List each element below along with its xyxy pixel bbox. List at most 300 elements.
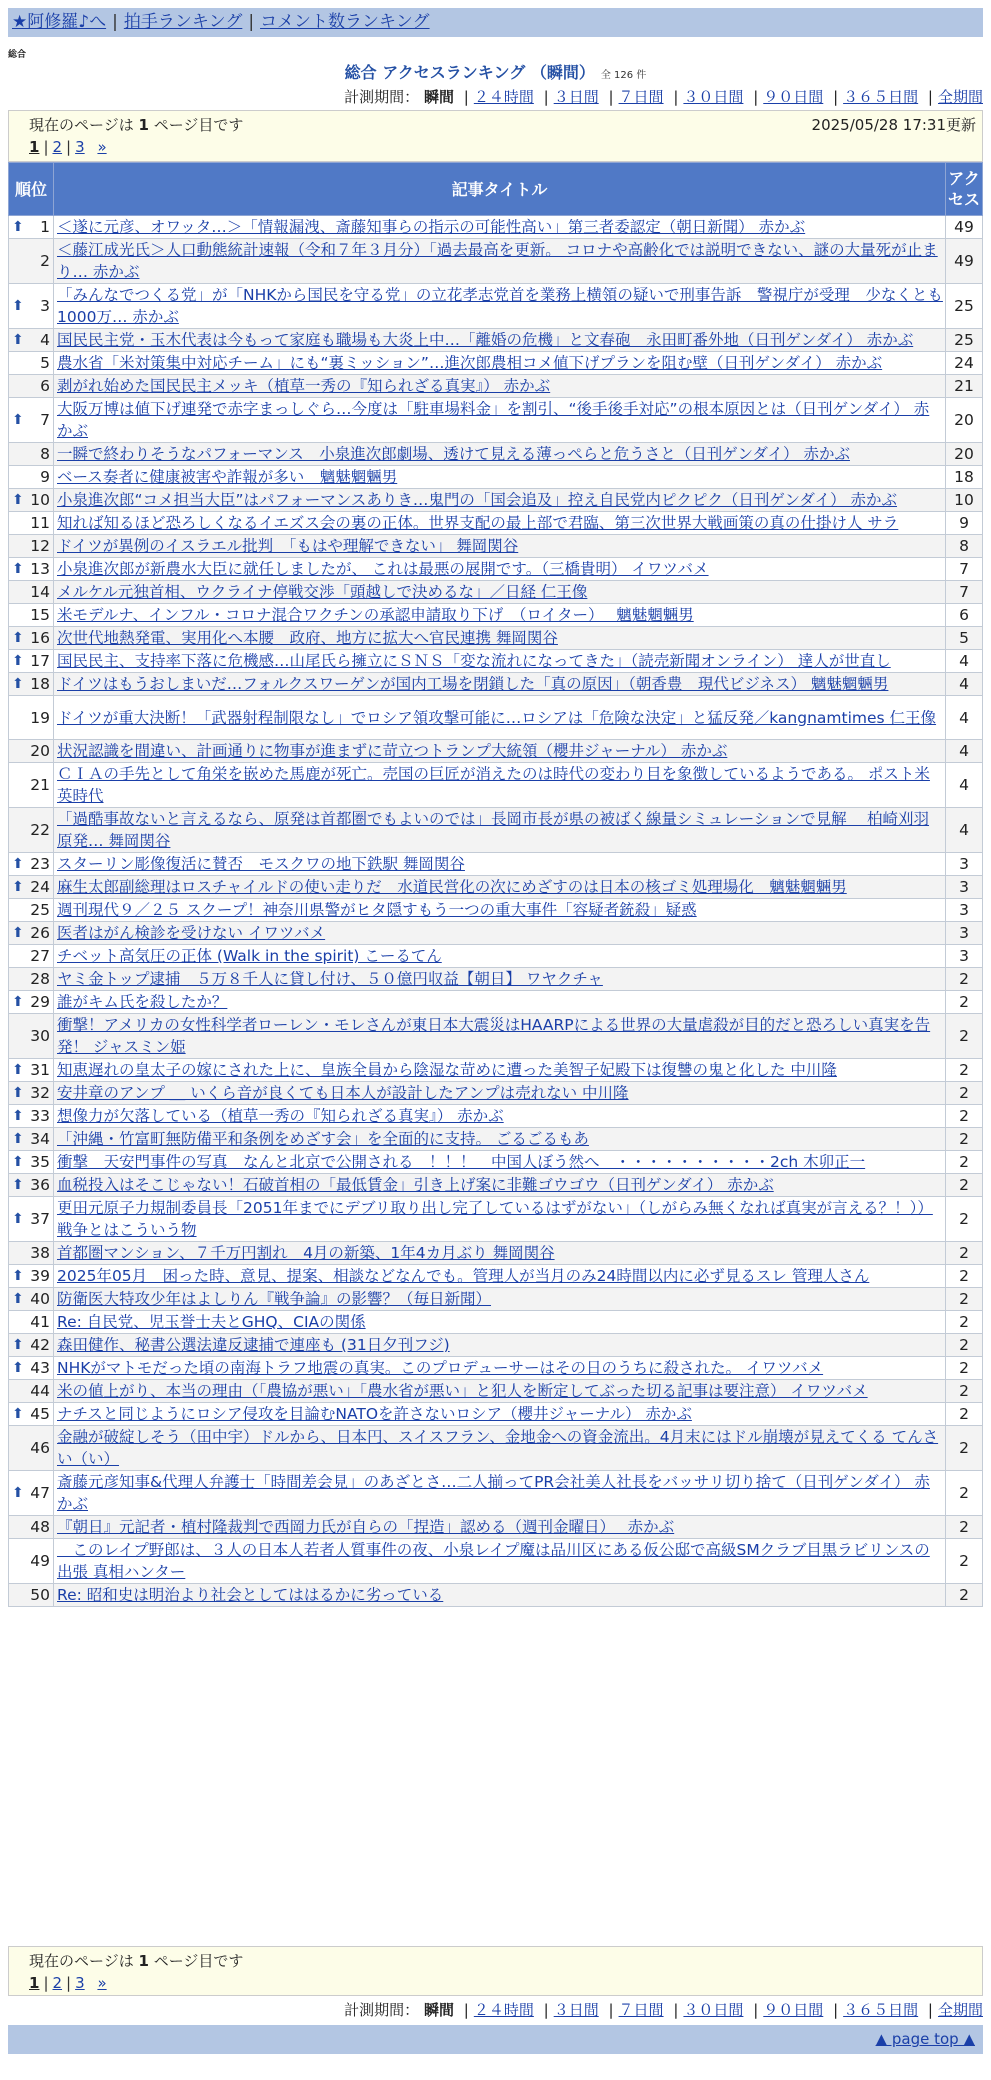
rank-up-arrow-icon: ⬆ (12, 1211, 24, 1227)
access-count: 10 (946, 489, 983, 512)
table-row (9, 1105, 983, 1128)
article-title-link[interactable]: ベース奏者に健康被害や詐報が多い 魑魅魍魎男 (57, 468, 398, 486)
period-link-30d[interactable]: ３０日間 (683, 2001, 744, 2019)
title-cell (54, 945, 946, 968)
rank-up-arrow-icon: ⬆ (12, 994, 24, 1010)
article-title-link[interactable]: 国民民主、支持率下落に危機感…山尾氏ら擁立にＳＮＳ「変な流れになってきた」（読売新聞オンライン） 達人が世直し (57, 652, 891, 670)
rank-cell (9, 808, 54, 853)
table-header-row (9, 163, 983, 216)
access-count: 2 (946, 1311, 983, 1334)
article-title-link[interactable]: 麻生太郎副総理はロスチャイルドの使い走りだ 水道民営化の次にめざすのは日本の核ゴミ処理場化 魑魅魍魎男 (57, 878, 847, 896)
title-cell (54, 1174, 946, 1197)
rank-number: 49 (30, 1552, 50, 1570)
rank-up-arrow-icon: ⬆ (12, 1177, 24, 1193)
article-title-link[interactable]: 斎藤元彦知事&代理人弁護士「時間差会見」のあざとさ…二人揃ってPR会社美人社長をバッサリ切り捨て（日刊ゲンダイ） 赤かぶ (57, 1473, 930, 1513)
rank-cell (9, 466, 54, 489)
article-title-link[interactable]: 週刊現代９／２５ スクープ！神奈川県警がヒタ隠すもう一つの重大事件「容疑者銃殺」疑惑 (57, 901, 697, 919)
title-cell (54, 1357, 946, 1380)
article-title-link[interactable]: ドイツが異例のイスラエル批判 「もはや理解できない」 舞岡関谷 (57, 537, 519, 555)
current-page-text: 現在のページは 1 ページ目です (29, 116, 244, 134)
access-count: 7 (946, 558, 983, 581)
rank-number: 32 (30, 1084, 50, 1102)
access-count: 7 (946, 581, 983, 604)
rank-number: 44 (30, 1382, 50, 1400)
article-title-link[interactable]: 「過酷事故ないと言えるなら、原発は首都圏でもよいのでは」長岡市長が県の被ばく線量シミュレーションで見解 柏崎刈羽原発… 舞岡関谷 (57, 810, 930, 850)
rank-number: 40 (30, 1290, 50, 1308)
access-count: 49 (946, 216, 983, 239)
rank-number: 28 (30, 970, 50, 988)
title-cell (54, 1082, 946, 1105)
rank-number: 36 (30, 1176, 50, 1194)
table-row (9, 1426, 983, 1471)
table-row (9, 853, 983, 876)
table-row (9, 1357, 983, 1380)
rank-cell (9, 284, 54, 329)
rank-cell (9, 968, 54, 991)
period-link-3d[interactable]: ３日間 (553, 88, 599, 106)
rank-up-arrow-icon: ⬆ (12, 1337, 24, 1353)
table-row (9, 1151, 983, 1174)
title-cell (54, 650, 946, 673)
rank-number: 13 (30, 560, 50, 578)
title-cell (54, 352, 946, 375)
access-count: 2 (946, 1584, 983, 1607)
access-count: 3 (946, 876, 983, 899)
title-cell (54, 604, 946, 627)
table-row (9, 1334, 983, 1357)
article-title-link[interactable]: 知れば知るほど恐ろしくなるイエズス会の裏の正体。世界支配の最上部で君臨、第三次世界大戦画策の真の仕掛け人 サラ (57, 514, 899, 532)
access-count: 2 (946, 1197, 983, 1242)
pager-top: 1 | 2 | 3 » (29, 138, 107, 156)
rank-up-arrow-icon: ⬆ (12, 332, 24, 348)
title-cell (54, 398, 946, 443)
rank-number: 12 (30, 537, 50, 555)
access-count: 2 (946, 1357, 983, 1380)
rank-up-arrow-icon: ⬆ (12, 1360, 24, 1376)
rank-number: 22 (30, 821, 50, 839)
article-title-link[interactable]: 首都圏マンション、７千万円割れ 4月の新築、1年4カ月ぶり 舞岡関谷 (57, 1244, 555, 1262)
period-link-30d[interactable]: ３０日間 (683, 88, 744, 106)
rank-number: 43 (30, 1359, 50, 1377)
rank-cell (9, 604, 54, 627)
article-title-link[interactable]: ＣＩＡの手先として角栄を嵌めた馬鹿が死亡。売国の巨匠が消えたのは時代の変わり目を象徴しているようである。 ポスト米英時代 (57, 765, 930, 805)
period-link-24h[interactable]: ２４時間 (473, 88, 534, 106)
rank-cell (9, 1311, 54, 1334)
page-title (0, 60, 991, 83)
category-label: 総合 (8, 50, 27, 60)
rank-number: 34 (30, 1130, 50, 1148)
table-row (9, 922, 983, 945)
rank-number: 17 (30, 652, 50, 670)
access-count: 2 (946, 1380, 983, 1403)
page-title-text: 総合 アクセスランキング （瞬間） (344, 63, 595, 82)
title-cell (54, 1426, 946, 1471)
article-title-link[interactable]: 衝撃 天安門事件の写真 なんと北京で公開される ！！！ 中国人ぼう然へ ・・・・・・・・・・2ch 木卯正一 (57, 1153, 866, 1171)
pager-link-2[interactable]: 2 (52, 138, 63, 156)
period-link-3d[interactable]: ３日間 (553, 2001, 599, 2019)
access-count: 5 (946, 627, 983, 650)
access-count: 4 (946, 763, 983, 808)
rank-cell (9, 1288, 54, 1311)
article-title-link[interactable]: 「みんなでつくる党」が「NHKから国民を守る党」の立花孝志党首を業務上横領の疑いで刑事告訴 警視庁が受理 少なくとも1000万… 赤かぶ (57, 286, 943, 326)
article-title-link[interactable]: NHKがマトモだった頃の南海トラフ地震の真実。このプロデューサーはその日のうちに殺された。 イワツバメ (57, 1359, 824, 1377)
article-title-link[interactable]: 状況認識を間違い、計画通りに物事が進まずに苛立つトランプ大統領（櫻井ジャーナル） 赤かぶ (57, 742, 728, 760)
article-title-link[interactable]: 金融が破綻しそう（田中宇）ドルから、日本円、スイスフラン、金地金への資金流出。4月末にはドル崩壊が見えてくる てんさい（い） (57, 1428, 939, 1468)
title-cell (54, 1242, 946, 1265)
period-link-7d[interactable]: ７日間 (618, 2001, 664, 2019)
col-header-rank (9, 163, 54, 216)
rank-number: 37 (30, 1210, 50, 1228)
access-count: 4 (946, 696, 983, 740)
rank-number: 20 (30, 742, 50, 760)
rank-number: 46 (30, 1439, 50, 1457)
title-cell (54, 1380, 946, 1403)
access-count: 2 (946, 1014, 983, 1059)
rank-cell (9, 650, 54, 673)
rank-number: 6 (40, 377, 50, 395)
table-row (9, 1584, 983, 1607)
article-title-link[interactable]: チベット高気圧の正体 (Walk in the spirit) こーるてん (57, 947, 442, 965)
rank-number: 41 (30, 1313, 50, 1331)
nav-separator: | (112, 12, 118, 32)
table-row (9, 763, 983, 808)
access-count: 2 (946, 1082, 983, 1105)
article-title-link[interactable]: スターリン彫像復活に賛否 モスクワの地下鉄駅 舞岡関谷 (57, 855, 465, 873)
rank-up-arrow-icon: ⬆ (12, 879, 24, 895)
title-cell (54, 1059, 946, 1082)
table-row (9, 899, 983, 922)
table-row (9, 1516, 983, 1539)
current-page-text: 現在のページは 1 ページ目です (29, 1952, 244, 1970)
rank-number: 10 (30, 491, 50, 509)
col-header-title: 記事タイトル (54, 163, 946, 216)
access-count: 2 (946, 1334, 983, 1357)
rank-number: 21 (30, 776, 50, 794)
period-selector-bottom: 計測期間： 瞬間 | ２４時間 | ３日間 | ７日間 | ３０日間 | ９０日間 | ３６５日間 | 全期間 (344, 2001, 983, 2019)
rank-cell (9, 581, 54, 604)
access-count: 2 (946, 1105, 983, 1128)
title-cell (54, 512, 946, 535)
title-cell (54, 1584, 946, 1607)
rank-cell (9, 352, 54, 375)
access-count: 9 (946, 512, 983, 535)
rank-number: 1 (40, 218, 50, 236)
rank-number: 27 (30, 947, 50, 965)
table-row (9, 740, 983, 763)
rank-up-arrow-icon: ⬆ (12, 219, 24, 235)
access-count: 2 (946, 1265, 983, 1288)
title-cell (54, 443, 946, 466)
col-header-access-text: アク セス (947, 169, 980, 209)
access-count: 21 (946, 375, 983, 398)
rank-cell (9, 740, 54, 763)
article-title-link[interactable]: 知恵遅れの皇太子の嫁にされた上に、皇族全員から陰湿な苛めに遭った美智子妃殿下は復讐の鬼と化した 中川隆 (57, 1061, 837, 1079)
table-row (9, 696, 983, 740)
article-title-link[interactable]: 衝撃！アメリカの女性科学者ローレン・モレさんが東日本大震災はHAARPによる世界の大量虐殺が目的だと恐ろしい真実を告発！ ジャスミン姫 (57, 1016, 931, 1056)
article-title-link[interactable]: 医者はがん検診を受けない イワツバメ (57, 924, 326, 942)
rank-cell (9, 945, 54, 968)
period-link-all[interactable]: 全期間 (937, 88, 983, 106)
rank-cell (9, 1539, 54, 1584)
access-count: 2 (946, 1539, 983, 1584)
title-cell (54, 216, 946, 239)
top-nav-bar (8, 8, 983, 37)
pager-link-2[interactable]: 2 (52, 1974, 63, 1992)
title-cell (54, 899, 946, 922)
article-title-link[interactable]: 米の値上がり、本当の理由（「農協が悪い」「農水省が悪い」と犯人を断定してぶった切る記事は要注意） イワツバメ (57, 1382, 868, 1400)
access-count: 18 (946, 466, 983, 489)
article-title-link[interactable]: ＜藤江成光氏＞人口動態統計速報（令和７年３月分）「過去最高を更新。 コロナや高齢化では説明できない、謎の大量死が止まり… 赤かぶ (57, 241, 938, 281)
rank-number: 31 (30, 1061, 50, 1079)
rank-number: 9 (40, 468, 50, 486)
rank-number: 30 (30, 1027, 50, 1045)
page-info-bottom (8, 1946, 983, 1996)
article-title-link[interactable]: 想像力が欠落している（植草一秀の『知られざる真実』） 赤かぶ (57, 1107, 504, 1125)
rank-cell (9, 1357, 54, 1380)
period-link-365d[interactable]: ３６５日間 (843, 88, 919, 106)
nav-link-asyura[interactable]: ★阿修羅♪へ (12, 12, 107, 32)
article-title-link[interactable]: ＜遂に元彦、オワッタ…＞「情報漏洩、斎藤知事らの指示の可能性高い」第三者委認定（朝日新聞） 赤かぶ (57, 218, 806, 236)
rank-cell (9, 1242, 54, 1265)
rank-cell (9, 1151, 54, 1174)
table-row (9, 1174, 983, 1197)
article-title-link[interactable]: 小泉進次郎が新農水大臣に就任しましたが、 これは最悪の展開です。（三橋貴明） イワツバメ (57, 560, 709, 578)
article-title-link[interactable]: 更田元原子力規制委員長「2051年までにデブリ取り出し完了しているはずがない」（しがらみ無くなれば真実が言える？！）） 戦争とはこういう物 (57, 1199, 933, 1239)
rank-cell (9, 763, 54, 808)
article-title-link[interactable]: 『朝日』元記者・植村隆裁判で西岡力氏が自らの「捏造」認める（週刊金曜日） 赤かぶ (57, 1518, 675, 1536)
period-link-90d[interactable]: ９０日間 (763, 2001, 824, 2019)
article-title-link[interactable]: 防衛医大特攻少年はよしりん『戦争論』の影響？（毎日新聞） (57, 1290, 492, 1308)
title-cell (54, 853, 946, 876)
title-cell (54, 558, 946, 581)
period-link-7d[interactable]: ７日間 (618, 88, 664, 106)
rank-cell (9, 991, 54, 1014)
title-cell (54, 673, 946, 696)
pager-link-3[interactable]: 3 (75, 138, 85, 156)
rank-number: 35 (30, 1153, 50, 1171)
access-count: 3 (946, 853, 983, 876)
table-row (9, 1539, 983, 1584)
table-row (9, 945, 983, 968)
title-cell (54, 1288, 946, 1311)
table-row (9, 1082, 983, 1105)
rank-cell (9, 1014, 54, 1059)
period-label: 計測期間： (344, 2001, 420, 2019)
rank-cell (9, 1380, 54, 1403)
table-row (9, 581, 983, 604)
rank-cell (9, 1516, 54, 1539)
table-row (9, 673, 983, 696)
title-cell (54, 1105, 946, 1128)
title-cell (54, 284, 946, 329)
rank-cell (9, 1265, 54, 1288)
rank-cell (9, 1334, 54, 1357)
article-title-link[interactable]: ドイツが重大決断！「武器射程制限なし」でロシア領攻撃可能に…ロシアは「危険な決定」と猛反発／kangnamtimes 仁王像 (57, 708, 937, 727)
rank-number: 5 (40, 354, 50, 372)
access-count: 4 (946, 650, 983, 673)
table-row (9, 1128, 983, 1151)
rank-cell (9, 1105, 54, 1128)
title-cell (54, 466, 946, 489)
article-title-link[interactable]: 安井章のアンプ ＿ いくら音が良くても日本人が設計したアンプは売れない 中川隆 (57, 1084, 629, 1102)
article-title-link[interactable]: Re: 昭和史は明治より社会としてははるかに劣っている (57, 1586, 444, 1604)
article-title-link[interactable]: 血税投入はそこじゃない！石破首相の「最低賃金」引き上げ案に非難ゴウゴウ（日刊ゲンダイ） 赤かぶ (57, 1176, 774, 1194)
article-title-link[interactable]: 次世代地熱発電、実用化へ本腰 政府、地方に拡大へ官民連携 舞岡関谷 (57, 629, 558, 647)
rank-cell (9, 239, 54, 284)
period-link-90d[interactable]: ９０日間 (763, 88, 824, 106)
title-cell (54, 1403, 946, 1426)
rank-number: 2 (40, 252, 50, 270)
access-count: 4 (946, 740, 983, 763)
rank-cell (9, 922, 54, 945)
article-title-link[interactable]: このレイプ野郎は、３人の日本人若者人質事件の夜、小泉レイプ魔は品川区にある仮公邸で高級SMクラブ目黒ラビリンスの出張 真相ハンター (57, 1541, 930, 1581)
rank-up-arrow-icon: ⬆ (12, 925, 24, 941)
pager-next[interactable]: » (97, 138, 107, 156)
title-cell (54, 375, 946, 398)
rank-number: 45 (30, 1405, 50, 1423)
rank-number: 8 (40, 445, 50, 463)
rank-up-arrow-icon: ⬆ (12, 1291, 24, 1307)
rank-up-arrow-icon: ⬆ (12, 1485, 24, 1501)
rank-cell (9, 1471, 54, 1516)
rank-number: 47 (30, 1484, 50, 1502)
article-title-link[interactable]: Re: 自民党、児玉誉士夫とGHQ、CIAの関係 (57, 1313, 366, 1331)
rank-number: 19 (30, 708, 50, 727)
table-row (9, 1288, 983, 1311)
rank-number: 23 (30, 855, 50, 873)
table-row (9, 1059, 983, 1082)
access-count: 2 (946, 1516, 983, 1539)
nav-link-applause-ranking[interactable]: 拍手ランキング (123, 12, 243, 32)
rank-cell (9, 876, 54, 899)
table-row (9, 1471, 983, 1516)
rank-up-arrow-icon: ⬆ (12, 412, 24, 428)
title-cell (54, 968, 946, 991)
table-row (9, 329, 983, 352)
rank-up-arrow-icon: ⬆ (12, 298, 24, 314)
access-count: 2 (946, 968, 983, 991)
pager-next[interactable]: » (97, 1974, 107, 1992)
rank-number: 38 (30, 1244, 50, 1262)
article-title-link[interactable]: 農水省「米対策集中対応チーム」にも“裏ミッション”…進次郎農相コメ値下げプランを阻む壁（日刊ゲンダイ） 赤かぶ (57, 354, 883, 372)
article-title-link[interactable]: 「沖縄・竹富町無防備平和条例をめざす会」を全面的に支持。 ごるごるもあ (57, 1130, 589, 1148)
article-title-link[interactable]: ナチスと同じようにロシア侵攻を目論むNATOを許さないロシア（櫻井ジャーナル） 赤かぶ (57, 1405, 692, 1423)
footer-bar (8, 2025, 983, 2054)
table-row (9, 535, 983, 558)
table-row (9, 604, 983, 627)
rank-up-arrow-icon: ⬆ (12, 1085, 24, 1101)
rank-number: 15 (30, 606, 50, 624)
col-header-access (946, 163, 983, 216)
total-count: 全 126 件 (600, 70, 647, 81)
period-link-all[interactable]: 全期間 (937, 2001, 983, 2019)
period-link-24h[interactable]: ２４時間 (473, 2001, 534, 2019)
rank-cell (9, 1059, 54, 1082)
access-count: 25 (946, 284, 983, 329)
rank-cell (9, 1128, 54, 1151)
title-cell (54, 581, 946, 604)
nav-link-comment-ranking[interactable]: コメント数ランキング (260, 12, 430, 32)
rank-up-arrow-icon: ⬆ (12, 630, 24, 646)
table-row (9, 1380, 983, 1403)
table-row (9, 808, 983, 853)
article-title-link[interactable]: ドイツはもうおしまいだ…フォルクスワーゲンが国内工場を閉鎖した「真の原因」（朝香豊 現代ビジネス） 魑魅魍魎男 (57, 675, 889, 693)
access-count: 2 (946, 1128, 983, 1151)
article-title-link[interactable]: ヤミ金トップ逮捕 ５万８千人に貸し付け、５０億円収益【朝日】 ワヤクチャ (57, 970, 603, 988)
rank-up-arrow-icon: ⬆ (12, 856, 24, 872)
article-title-link[interactable]: 2025年05月 困った時、意見、提案、相談などなんでも。管理人が当月のみ24時間以内に必ず見るスレ 管理人さん (57, 1267, 870, 1285)
article-title-link[interactable]: 一瞬で終わりそうなパフォーマンス 小泉進次郎劇場、透けて見える薄っぺらと危うさと（日刊ゲンダイ） 赤かぶ (57, 445, 850, 463)
rank-number: 11 (30, 514, 50, 532)
rank-cell (9, 398, 54, 443)
title-cell (54, 876, 946, 899)
article-title-link[interactable]: メルケル元独首相、ウクライナ停戦交渉「頭越しで決めるな」／日経 仁王像 (57, 583, 588, 601)
table-row (9, 398, 983, 443)
title-cell (54, 763, 946, 808)
period-link-365d[interactable]: ３６５日間 (843, 2001, 919, 2019)
article-title-link[interactable]: 剥がれ始めた国民民主メッキ（植草一秀の『知られざる真実』） 赤かぶ (57, 377, 551, 395)
title-cell (54, 1311, 946, 1334)
table-row (9, 1265, 983, 1288)
access-count: 3 (946, 899, 983, 922)
updated-timestamp: 2025/05/28 17:31更新 (811, 116, 976, 134)
table-row (9, 1242, 983, 1265)
table-row (9, 443, 983, 466)
article-title-link[interactable]: 誰がキム氏を殺したか？ (57, 993, 228, 1011)
title-cell (54, 1128, 946, 1151)
table-row (9, 558, 983, 581)
pager-bottom: 1 | 2 | 3 » (29, 1974, 107, 1992)
table-row (9, 239, 983, 284)
table-row (9, 284, 983, 329)
access-count: 24 (946, 352, 983, 375)
table-row (9, 627, 983, 650)
rank-cell (9, 535, 54, 558)
title-cell (54, 1516, 946, 1539)
article-title-link[interactable]: 小泉進次郎“コメ担当大臣”はパフォーマンスありき…鬼門の「国会追及」控え自民党内ピクピク（日刊ゲンダイ） 赤かぶ (57, 491, 898, 509)
pager-link-3[interactable]: 3 (75, 1974, 85, 1992)
rank-up-arrow-icon: ⬆ (12, 1108, 24, 1124)
pager-current: 1 (29, 1974, 40, 1992)
rank-number: 24 (30, 878, 50, 896)
rank-up-arrow-icon: ⬆ (12, 1131, 24, 1147)
article-title-link[interactable]: 大阪万博は値下げ連発で赤字まっしぐら…今度は「駐車場料金」を割引、“後手後手対応”の根本原因とは（日刊ゲンダイ） 赤かぶ (57, 400, 930, 440)
page-info-top (8, 110, 983, 162)
title-cell (54, 1471, 946, 1516)
period-selector-top: 計測期間： 瞬間 | ２４時間 | ３日間 | ７日間 | ３０日間 | ９０日間 | ３６５日間 | 全期間 (344, 88, 983, 106)
rank-cell (9, 696, 54, 740)
table-row (9, 1014, 983, 1059)
rank-number: 14 (30, 583, 50, 601)
rank-cell (9, 1584, 54, 1607)
article-title-link[interactable]: 国民民主党・玉木代表は今もって家庭も職場も大炎上中…「離婚の危機」と文春砲 永田町番外地（日刊ゲンダイ） 赤かぶ (57, 331, 914, 349)
article-title-link[interactable]: 米モデルナ、インフル・コロナ混合ワクチンの承認申請取り下げ （ロイター） 魑魅魍魎男 (57, 606, 694, 624)
rank-number: 42 (30, 1336, 50, 1354)
access-count: 8 (946, 535, 983, 558)
rank-number: 48 (30, 1518, 50, 1536)
article-title-link[interactable]: 森田健作、秘書公選法違反逮捕で連座も (31日夕刊フジ) (57, 1336, 450, 1354)
rank-cell (9, 1197, 54, 1242)
rank-cell (9, 443, 54, 466)
title-cell (54, 1151, 946, 1174)
title-cell (54, 1014, 946, 1059)
page-top-link[interactable]: ▲ page top ▲ (875, 2030, 975, 2048)
rank-number: 50 (30, 1586, 50, 1604)
period-current: 瞬間 (423, 88, 454, 106)
table-row (9, 375, 983, 398)
access-count: 2 (946, 1471, 983, 1516)
rank-number: 25 (30, 901, 50, 919)
